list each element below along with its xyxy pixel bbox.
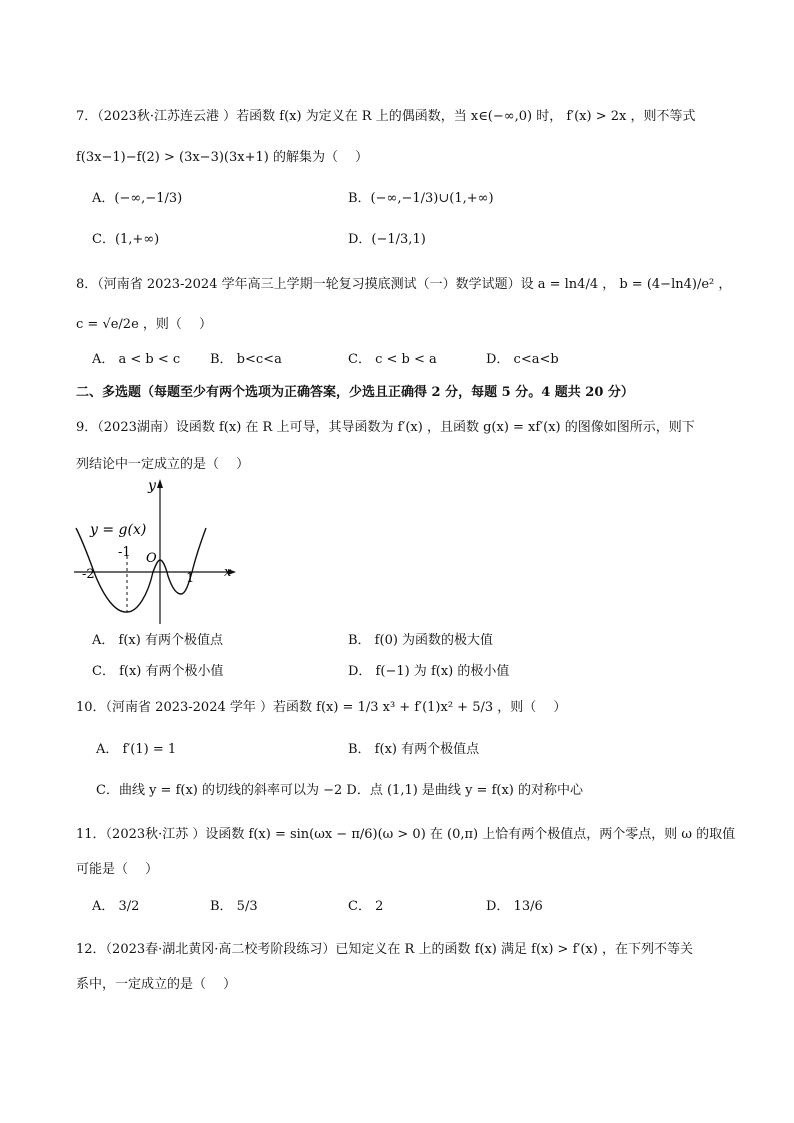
- q7-stem-line2: f(3x−1)−f(2) > (3x−3)(3x+1) 的解集为（ ）: [76, 150, 369, 165]
- tick-label-1: 1: [186, 571, 195, 586]
- q7-stem-line1: 7．（2023秋·江苏连云港 ）若函数 f(x) 为定义在 R 上的偶函数，当 x∈(−∞,0) 时， f′(x) > 2x ，则不等式: [76, 109, 696, 124]
- q8-stem-line1: 8．（河南省 2023-2024 学年高三上学期一轮复习摸底测试（一）数学试题）设 a = ln4/4 ， b = (4−ln4)/e² ，: [76, 277, 732, 292]
- q9-option-b[interactable]: B． f(0) 为函数的极大值: [348, 633, 494, 648]
- q7-option-b[interactable]: B．(−∞,−1/3)∪(1,+∞): [348, 191, 494, 206]
- q11-option-d[interactable]: D． 13/6: [486, 899, 543, 914]
- tick-label-neg1: -1: [118, 545, 131, 560]
- q8-stem-line2: c = √e/2e ，则（ ）: [76, 317, 213, 332]
- q11-stem-line2: 可能是（ ）: [76, 862, 159, 877]
- q9-option-d[interactable]: D． f(−1) 为 f(x) 的极小值: [348, 664, 510, 679]
- q8-option-d[interactable]: D． c<a<b: [486, 352, 559, 367]
- q11-option-b[interactable]: B． 5/3: [210, 899, 258, 914]
- q10-stem-line1: 10．（河南省 2023-2024 学年 ）若函数 f(x) = 1/3 x³ + f′(1)x² + 5/3 ，则（ ）: [76, 700, 567, 715]
- q12-stem-line1: 12．（2023春·湖北黄冈·高二校考阶段练习）已知定义在 R 上的函数 f(x) 满足 f(x) > f′(x) ，在下列不等关: [76, 942, 693, 957]
- curve-label: y = g(x): [90, 522, 147, 538]
- q9-stem-line2: 列结论中一定成立的是（ ）: [76, 457, 250, 472]
- y-axis-arrow-icon: [157, 479, 163, 488]
- q8-option-a[interactable]: A． a < b < c: [92, 352, 181, 367]
- q7-option-a[interactable]: A．(−∞,−1/3): [92, 191, 183, 206]
- y-axis-label: y: [148, 478, 156, 494]
- q9-option-c[interactable]: C． f(x) 有两个极小值: [92, 664, 224, 679]
- q8-option-c[interactable]: C． c < b < a: [348, 352, 437, 367]
- q11-stem-line1: 11．（2023秋·江苏 ）设函数 f(x) = sin(ωx − π/6)(ω > 0) 在 (0,π) 上恰有两个极值点，两个零点，则 ω 的取值: [76, 827, 736, 842]
- q11-option-c[interactable]: C． 2: [348, 899, 384, 914]
- q10-option-cd[interactable]: C．曲线 y = f(x) 的切线的斜率可以为 −2 D．点 (1,1) 是曲线 y = f(x) 的对称中心: [96, 783, 583, 798]
- q12-stem-line2: 系中，一定成立的是（ ）: [76, 977, 237, 992]
- q7-option-d[interactable]: D．(−1/3,1): [348, 232, 426, 247]
- tick-label-neg2: -2: [82, 567, 95, 582]
- section-heading-multiple-choice: 二、多选题（每题至少有两个选项为正确答案，少选且正确得 2 分，每题 5 分。4 题共 20 分）: [76, 385, 634, 400]
- q9-option-a[interactable]: A． f(x) 有两个极值点: [92, 633, 223, 648]
- x-axis-label: x: [224, 565, 232, 580]
- q9-graph: [70, 476, 240, 628]
- q7-option-c[interactable]: C．(1,+∞): [92, 232, 160, 247]
- origin-label: O: [146, 551, 157, 566]
- q8-option-b[interactable]: B． b<c<a: [210, 352, 282, 367]
- q10-option-b[interactable]: B． f(x) 有两个极值点: [348, 742, 480, 757]
- q11-option-a[interactable]: A． 3/2: [92, 899, 140, 914]
- q9-stem-line1: 9．（2023湖南）设函数 f(x) 在 R 上可导，其导函数为 f′(x) ，且函数 g(x) = xf′(x) 的图像如图所示，则下: [76, 420, 695, 435]
- q10-option-a[interactable]: A． f′(1) = 1: [96, 742, 177, 757]
